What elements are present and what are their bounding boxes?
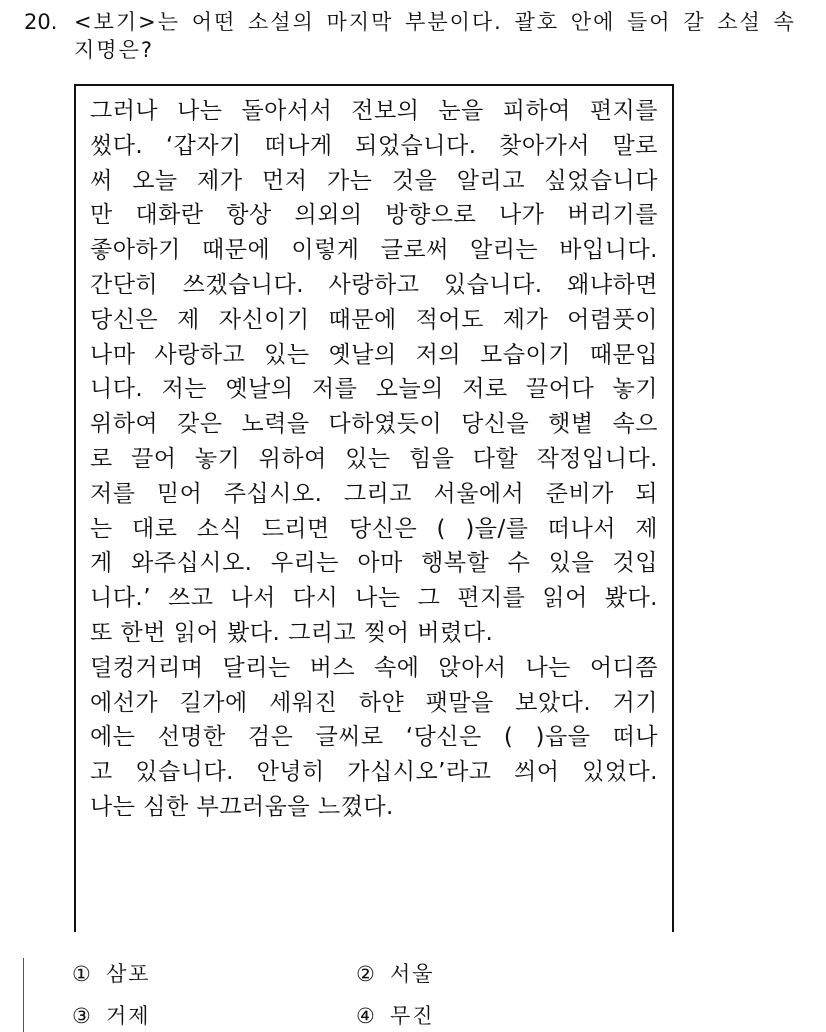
question-text: <보기>는 어떤 소설의 마지막 부분이다. 괄호 안에 들어 갈 소설 속 지명은? — [74, 10, 796, 62]
choice-number: ① — [72, 962, 93, 986]
choice-number: ② — [356, 962, 377, 986]
passage-line: 덜컹거리며 달리는 버스 속에 앉아서 나는 어디쯤 — [90, 654, 658, 681]
choice-1[interactable] — [72, 958, 151, 988]
passage-box — [74, 84, 674, 906]
passage-line: 또 한번 읽어 봤다. 그리고 찢어 버렸다. — [90, 619, 494, 646]
question-number: 20. — [24, 10, 58, 34]
margin-rule — [23, 958, 24, 1032]
passage-line: 당신은 제 자신이기 때문에 적어도 제가 어렴풋이 — [90, 306, 658, 333]
passage-line: 간단히 쓰겠습니다. 사랑하고 있습니다. 왜냐하면 — [90, 271, 658, 298]
passage-line: 에는 선명한 검은 글씨로 ‘당신은 ( )읍을 떠나 — [90, 724, 658, 751]
passage-line: 그러나 나는 돌아서서 전보의 눈을 피하여 편지를 — [90, 98, 658, 124]
choice-3[interactable] — [72, 1000, 151, 1030]
passage-line: 좋아하기 때문에 이렇게 글로써 알리는 바입니다. — [90, 237, 658, 264]
passage-line: 저를 믿어 주십시오. 그리고 서울에서 준비가 되 — [90, 480, 658, 507]
passage-line: 니다. 저는 옛날의 저를 오늘의 저로 끌어다 놓기 — [90, 376, 658, 403]
choice-number: ④ — [356, 1004, 377, 1028]
passage-line: 니다.’ 쓰고 나서 다시 나는 그 편지를 읽어 봤다. — [90, 585, 658, 612]
choice-label: 서울 — [390, 962, 435, 986]
passage-line: 는 대로 소식 드리면 당신은 ( )을/를 떠나서 제 — [90, 515, 658, 542]
choice-number: ③ — [72, 1004, 93, 1028]
passage-line-cut-off: 나는 심한 부끄러움을 느꼈다. — [90, 793, 394, 820]
choice-label: 무진 — [390, 1004, 435, 1028]
passage-box-edge-left — [74, 906, 76, 932]
passage-line: 썼다. ‘갑자기 떠나게 되었습니다. 찾아가서 말로 — [90, 132, 658, 159]
passage-box-edge-right — [672, 906, 674, 932]
passage-line: 게 와주십시오. 우리는 아마 행복할 수 있을 것입 — [90, 550, 658, 577]
passage-line: 로 끌어 놓기 위하여 있는 힘을 다할 작정입니다. — [90, 445, 658, 472]
passage-line: 위하여 갖은 노력을 다하였듯이 당신을 햇볕 속으 — [90, 411, 658, 438]
choice-label: 삼포 — [106, 962, 151, 986]
choice-label: 거제 — [106, 1004, 151, 1028]
passage-line: 에선가 길가에 세워진 하얀 팻말을 보았다. 거기 — [90, 689, 658, 716]
passage-line: 고 있습니다. 안녕히 가십시오’라고 씌어 있었다. — [90, 759, 658, 786]
passage-line: 만 대화란 항상 의외의 방향으로 나가 버리기를 — [90, 202, 658, 229]
choice-4[interactable] — [356, 1000, 435, 1030]
choice-2[interactable] — [356, 958, 435, 988]
passage-line: 써 오늘 제가 먼저 가는 것을 알리고 싶었습니다 — [90, 167, 658, 194]
question — [24, 8, 804, 64]
passage-line: 나마 사랑하고 있는 옛날의 저의 모습이기 때문입 — [90, 341, 658, 368]
